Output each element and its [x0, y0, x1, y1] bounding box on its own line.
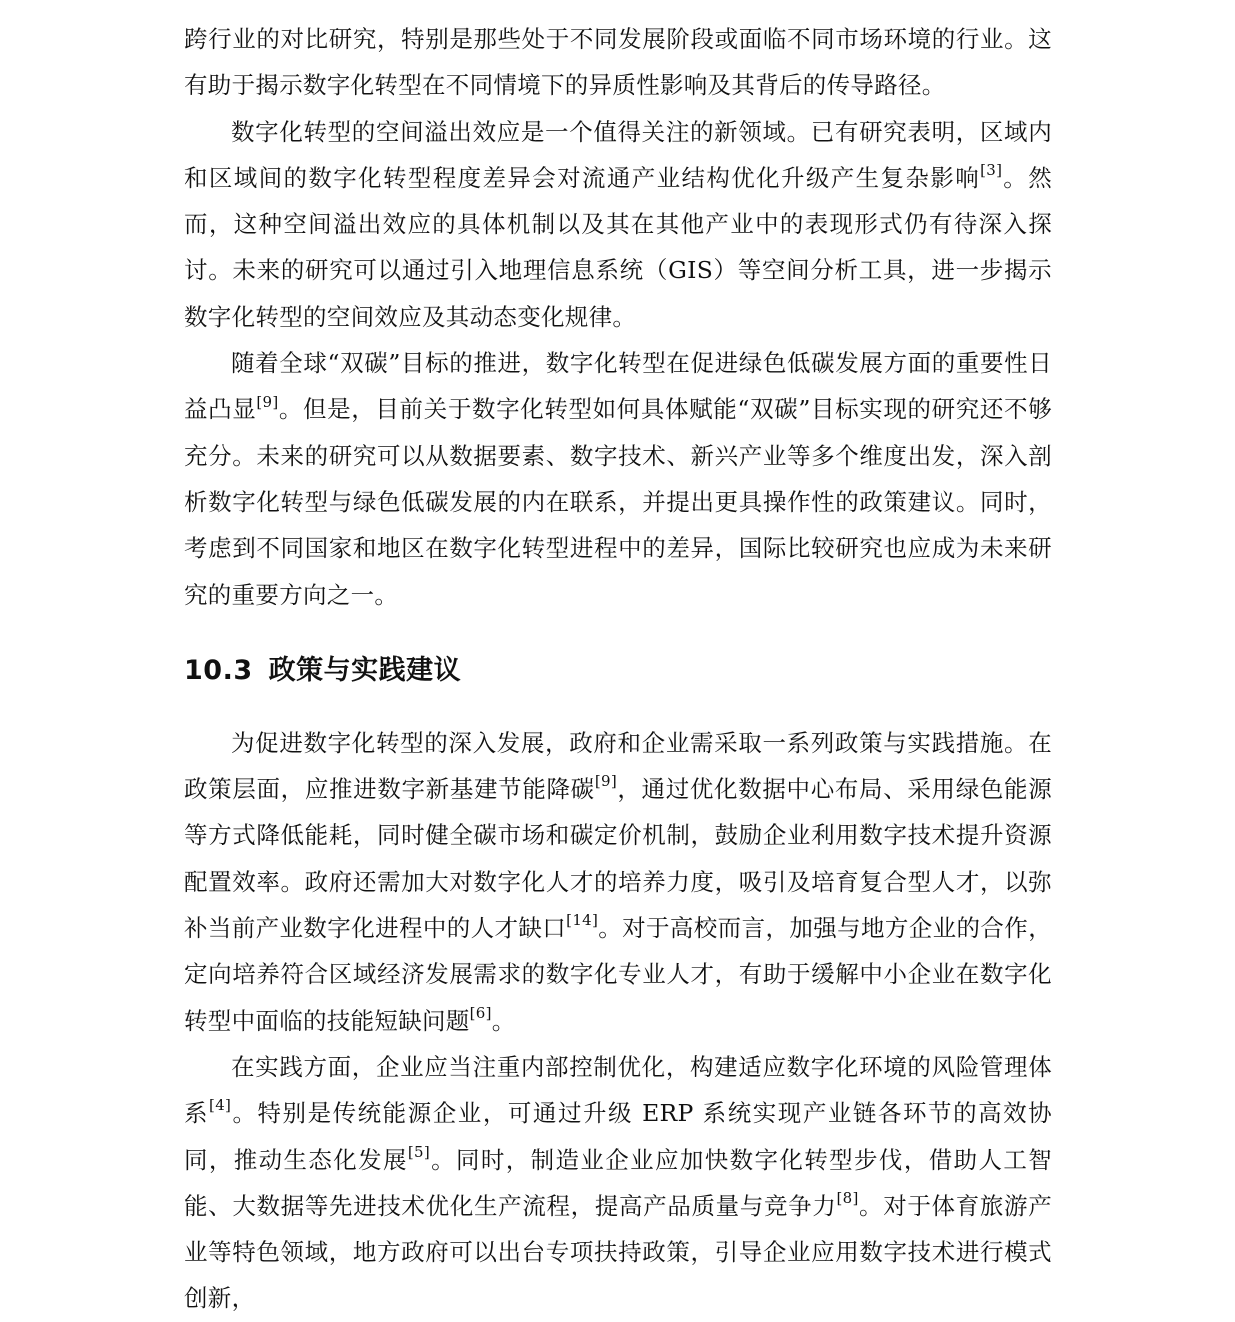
paragraph-text: 。但是，目前关于数字化转型如何具体赋能“双碳”目标实现的研究还不够充分。未来的研究可以从数据要素、数字技术、新兴产业等多个维度出发，深入剖析数字化转型与绿色低碳发展的内在联系，并提出更具操作性的政策建议。同时，考虑到不同国家和地区在数字化转型进程中的差异，国际比较研究也应成为未来研究的重要方向之一。: [184, 395, 1052, 609]
citation-marker: [6]: [469, 1003, 492, 1022]
citation-marker: [3]: [980, 161, 1003, 180]
citation-marker: [4]: [209, 1096, 232, 1115]
paragraph: [184, 340, 1052, 618]
paragraph: [184, 109, 1052, 340]
section-title: 政策与实践建议: [268, 654, 462, 686]
paragraph-text: 。特别是传统能源企业，可通过升级 ERP 系统实现产业链各环节的高效协同，推动生态化发展: [184, 1099, 1052, 1174]
citation-marker: [14]: [566, 911, 599, 930]
citation-marker: [9]: [256, 392, 279, 411]
paragraph-text: 。对于体育旅游产业等特色领域，地方政府可以出台专项扶持政策，引导企业应用数字技术进行模式创新，: [184, 1191, 1052, 1313]
paragraph-text: ，通过优化数据中心布局、采用绿色能源等方式降低能耗，同时健全碳市场和碳定价机制，鼓励企业利用数字技术提升资源配置效率。政府还需加大对数字化人才的培养力度，吸引及培育复合型人才，以弥补当前产业数字化进程中的人才缺口: [184, 775, 1052, 943]
paragraph-text: 数字化转型的空间溢出效应是一个值得关注的新领域。已有研究表明，区域内和区域间的数字化转型程度差异会对流通产业结构优化升级产生复杂影响: [184, 117, 1052, 192]
paragraph: [184, 1044, 1052, 1322]
citation-marker: [8]: [836, 1189, 859, 1207]
paragraph-text: 随着全球“双碳”目标的推进，数字化转型在促进绿色低碳发展方面的重要性日益凸显: [184, 349, 1052, 424]
paragraph-text: 。对于高校而言，加强与地方企业的合作，定向培养符合区域经济发展需求的数字化专业人才，有助于缓解中小企业在数字化转型中面临的技能短缺问题: [184, 914, 1052, 1035]
paragraph: [184, 720, 1052, 1044]
document-page: [184, 16, 1052, 1322]
paragraph-text: 。: [491, 1006, 516, 1035]
paragraph-text: 跨行业的对比研究，特别是那些处于不同发展阶段或面临不同市场环境的行业。这有助于揭示数字化转型在不同情境下的异质性影响及其背后的传导路径。: [184, 25, 1052, 100]
paragraph-text: 。然而，这种空间溢出效应的具体机制以及其在其他产业中的表现形式仍有待深入探讨。未来的研究可以通过引入地理信息系统（GIS）等空间分析工具，进一步揭示数字化转型的空间效应及其动态变化规律。: [184, 163, 1052, 331]
paragraph-text: 。同时，制造业企业应加快数字化转型步伐，借助人工智能、大数据等先进技术优化生产流程，提高产品质量与竞争力: [184, 1145, 1053, 1220]
citation-marker: [9]: [594, 772, 617, 791]
citation-marker: [5]: [407, 1142, 431, 1161]
paragraph-text: 在实践方面，企业应当注重内部控制优化，构建适应数字化环境的风险管理体系: [184, 1052, 1052, 1128]
paragraph-text: 为促进数字化转型的深入发展，政府和企业需采取一系列政策与实践措施。在政策层面，应推进数字新基建节能降碳: [184, 728, 1052, 804]
section-number: 10.3: [184, 654, 253, 686]
body-text-top: [184, 16, 1052, 618]
section-heading: [184, 648, 1052, 694]
paragraph: [184, 16, 1052, 109]
body-text-bottom: [184, 720, 1052, 1322]
